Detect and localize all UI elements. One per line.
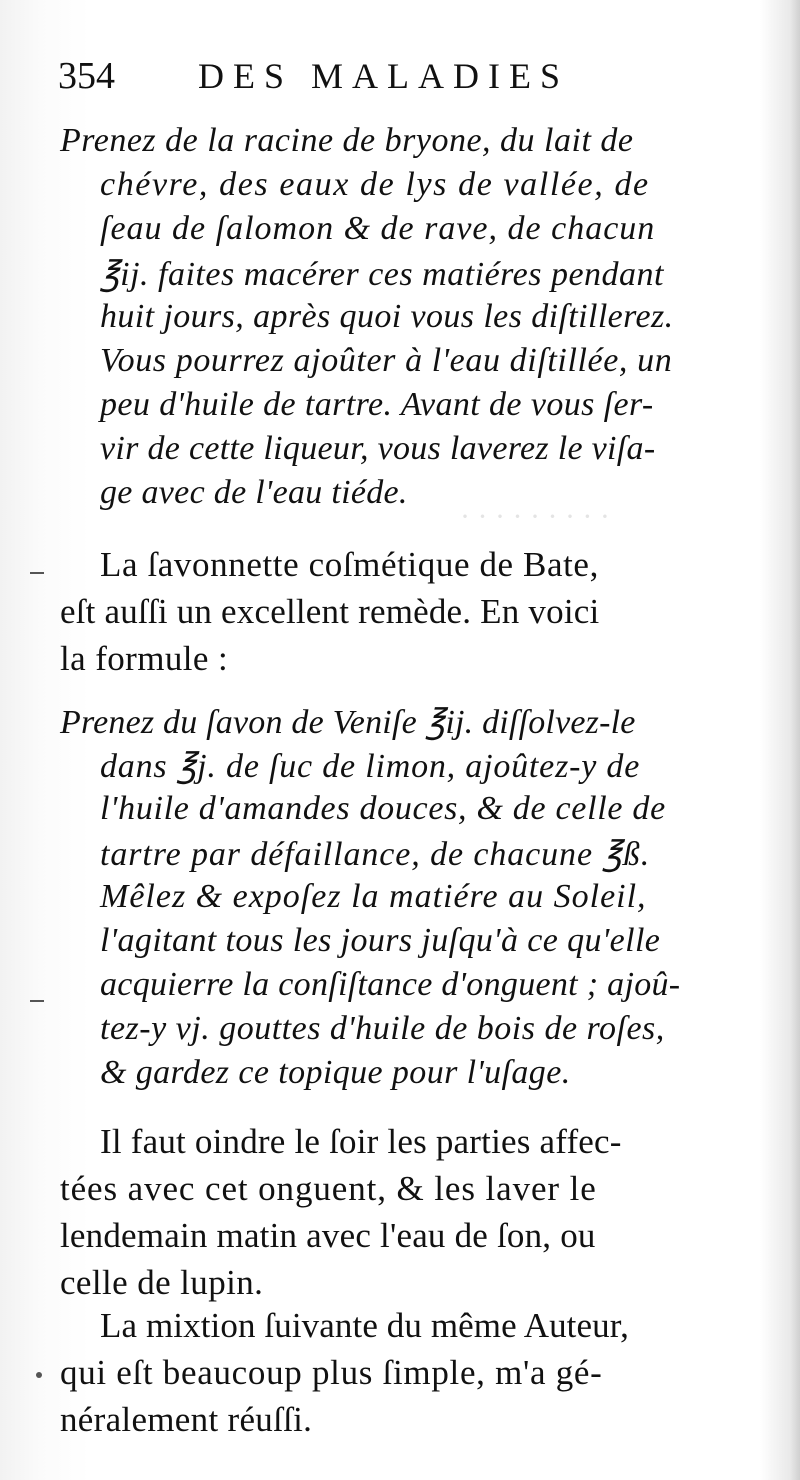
- text-line: chévre, des eaux de lys de vallée, de: [100, 166, 650, 203]
- margin-tick: [30, 1000, 44, 1002]
- text-line: celle de lupin.: [60, 1263, 264, 1302]
- text-line: Il faut oindre le ſoir les parties affec-: [100, 1122, 622, 1161]
- text-line: ℥ij. faites macérer ces matiéres pendant: [100, 256, 664, 293]
- text-line: peu d'huile de tartre. Avant de vous ſer-: [100, 386, 654, 423]
- margin-tick: [30, 572, 44, 574]
- text-line: lendemain matin avec l'eau de ſon, ou: [60, 1216, 596, 1255]
- text-line: Prenez de la racine de bryone, du lait de: [60, 122, 634, 159]
- text-line: qui eſt beaucoup plus ſimple, m'a gé-: [60, 1353, 603, 1392]
- text-line: tartre par défaillance, de chacune ℥ß.: [100, 836, 651, 873]
- text-line: ſeau de ſalomon & de rave, de chacun: [100, 210, 656, 247]
- text-line: dans ℥j. de ſuc de limon, ajoûtez-y de: [100, 748, 641, 785]
- text-line: & gardez ce topique pour l'uſage.: [100, 1054, 571, 1091]
- text-line: La ſavonnette coſmétique de Bate,: [100, 545, 599, 584]
- text-line: tées avec cet onguent, & les laver le: [60, 1169, 597, 1208]
- text-line: l'huile d'amandes douces, & de celle de: [100, 790, 666, 827]
- text-line: acquierre la conſiſtance d'onguent ; ajoû-: [100, 966, 681, 1003]
- text-line: Vous pourrez ajoûter à l'eau diſtillée, un: [100, 342, 673, 379]
- show-through-text: · · · · · · · · ·: [460, 500, 610, 533]
- text-line: l'agitant tous les jours juſqu'à ce qu'elle: [100, 922, 661, 959]
- text-line: néralement réuſſi.: [60, 1400, 313, 1439]
- margin-tick: [36, 1372, 42, 1378]
- text-line: ge avec de l'eau tiéde.: [100, 474, 408, 511]
- text-line: eſt auſſi un excellent remède. En voici: [60, 592, 600, 631]
- page-header: [58, 52, 758, 100]
- running-title: DES MALADIES: [198, 56, 570, 96]
- text-line: Mêlez & expoſez la matiére au Soleil,: [100, 878, 647, 915]
- page-number: 354: [58, 55, 115, 97]
- text-line: la formule :: [60, 639, 229, 678]
- text-line: huit jours, après quoi vous les diſtillerez.: [100, 298, 674, 335]
- text-line: La mixtion ſuivante du même Auteur,: [100, 1306, 629, 1345]
- text-line: vir de cette liqueur, vous laverez le viſa-: [100, 430, 656, 467]
- text-line: tez-y vj. gouttes d'huile de bois de roſes,: [100, 1010, 665, 1047]
- text-line: Prenez du ſavon de Veniſe ℥ij. diſſolvez-le: [60, 704, 636, 741]
